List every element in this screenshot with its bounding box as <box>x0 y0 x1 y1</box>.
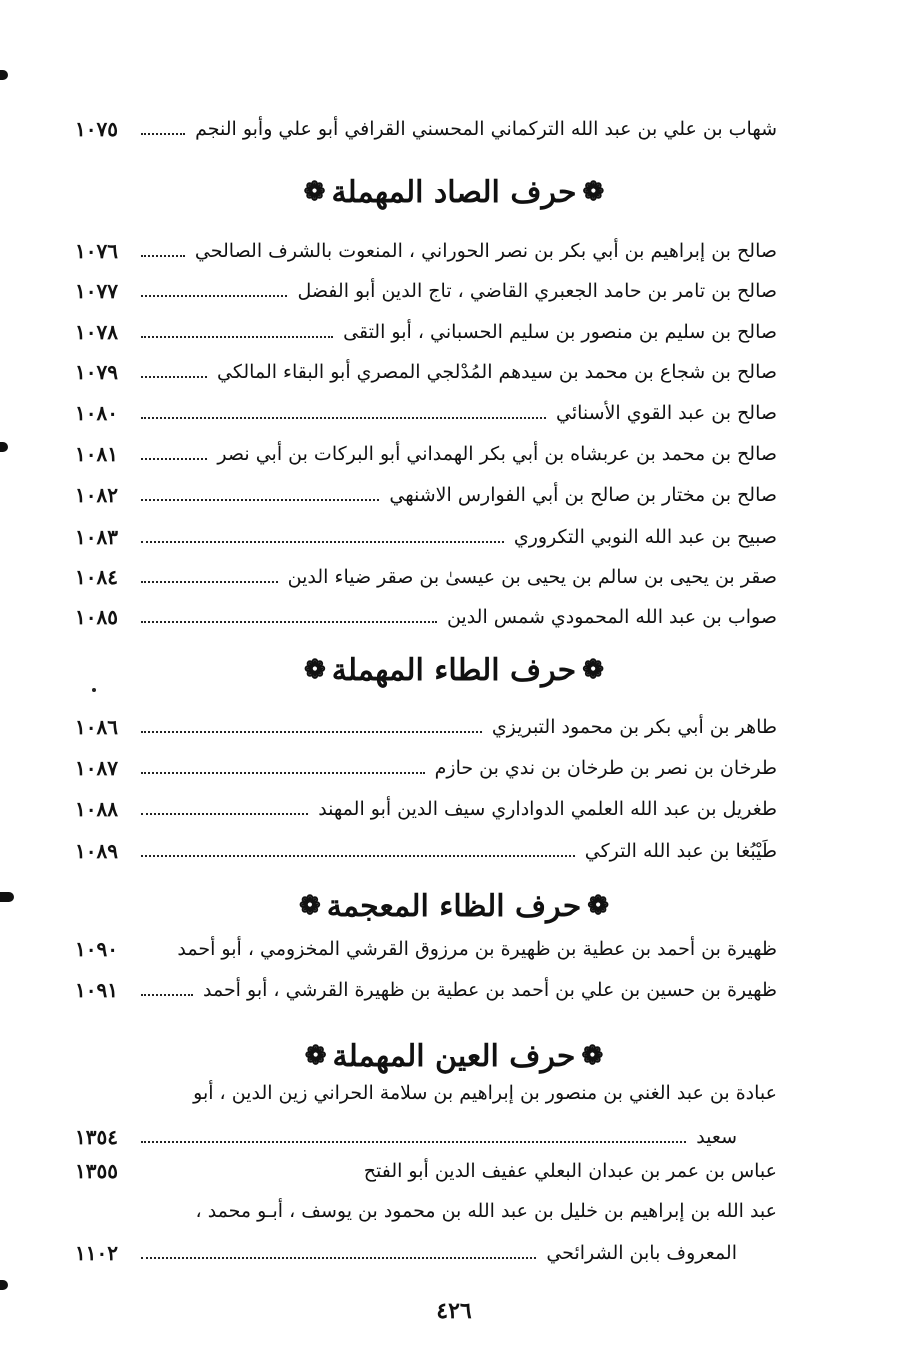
entry-number: ١٠٨٧ <box>75 756 118 780</box>
entry-number: ١٣٥٤ <box>75 1125 118 1149</box>
entry-name: صالح بن مختار بن صالح بن أبي الفوارس الاشنهي <box>389 484 777 506</box>
ornament-icon: ❁ <box>581 1041 604 1071</box>
entry-number: ١٠٧٥ <box>75 117 118 141</box>
ornament-icon: ❁ <box>304 1041 327 1071</box>
entry-number: ١٠٨٠ <box>75 401 118 425</box>
entry-name: صبيح بن عبد الله النوبي التكروري <box>513 526 777 548</box>
entry-name: طَيْبُغا بن عبد الله التركي <box>584 840 777 862</box>
entry-name: طاهر بن أبي بكر بن محمود التبريزي <box>491 716 777 738</box>
entry-number: ١١٠٢ <box>75 1241 118 1265</box>
index-entry <box>75 1118 777 1152</box>
index-entry <box>75 749 777 783</box>
entry-number: ١٠٨٤ <box>75 565 118 589</box>
entry-number: ١٠٧٩ <box>75 360 118 384</box>
entry-number: ١٠٧٧ <box>75 279 118 303</box>
entry-name: ظهيرة بن حسين بن علي بن أحمد بن عطية بن ظهيرة القرشي ، أبو أحمد <box>202 979 777 1001</box>
index-entry <box>75 598 777 632</box>
dot-leader <box>141 336 333 338</box>
index-entry <box>75 832 777 866</box>
ornament-icon: ❁ <box>298 891 321 921</box>
entry-number: ١٠٨٣ <box>75 525 118 549</box>
entry-name: ظهيرة بن أحمد بن عطية بن ظهيرة بن مرزوق القرشي المخزومي ، أبو أحمد <box>177 938 777 960</box>
ornament-icon: ❁ <box>303 655 326 685</box>
dot-leader <box>141 499 379 501</box>
entry-name: صالح بن إبراهيم بن أبي بكر بن نصر الحوراني ، المنعوت بالشرف الصالحي <box>194 240 777 262</box>
entry-number: ١٠٧٨ <box>75 320 118 344</box>
entry-name: صالح بن سليم بن منصور بن سليم الحسباني ، أبو التقى <box>343 321 777 343</box>
index-entry <box>75 1152 777 1186</box>
scan-edge-mark <box>0 1280 8 1290</box>
entry-name: شهاب بن علي بن عبد الله التركماني المحسني القرافي أبو علي وأبو النجم <box>195 118 777 140</box>
dot-leader <box>141 376 207 378</box>
entry-name: صالح بن شجاع بن محمد بن سيدهم المُدْلجي المصري أبو البقاء المالكي <box>217 361 777 383</box>
index-entry <box>75 1234 777 1268</box>
dot-leader <box>141 255 185 257</box>
dot-leader <box>141 855 575 857</box>
index-entry-line <box>75 1078 777 1112</box>
page-number: ٤٢٦ <box>436 1298 472 1324</box>
index-entry <box>75 110 777 144</box>
index-entry-line <box>75 1196 777 1230</box>
entry-number: ١٠٧٦ <box>75 239 118 263</box>
index-entry <box>75 476 777 510</box>
ornament-icon: ❁ <box>582 177 605 207</box>
entry-number: ١٠٨٥ <box>75 605 118 629</box>
dot-leader <box>141 417 546 419</box>
entry-name: صقر بن يحيى بن سالم بن يحيى بن عيسىٰ بن صقر ضياء الدين <box>287 566 777 588</box>
section-heading <box>0 172 908 213</box>
dot-leader <box>141 772 425 774</box>
dot-leader <box>141 541 504 543</box>
entry-number: ١٠٩٠ <box>75 937 118 961</box>
entry-number: ١٠٨٦ <box>75 715 118 739</box>
index-entry <box>75 971 777 1005</box>
index-entry <box>75 790 777 824</box>
entry-name: طغريل بن عبد الله العلمي الدواداري سيف الدين أبو المهند <box>318 798 777 820</box>
index-entry <box>75 394 777 428</box>
entry-name: صالح بن محمد بن عربشاه بن أبي بكر الهمداني أبو البركات بن أبي نصر <box>217 443 777 465</box>
entry-number: ١٠٨٢ <box>75 483 118 507</box>
dot-leader <box>141 133 185 135</box>
section-heading <box>0 650 908 691</box>
section-title: حرف الظاء المعجمة <box>326 889 582 924</box>
dot-leader <box>141 813 308 815</box>
dot-leader <box>141 621 437 623</box>
entry-number: ١٣٥٥ <box>75 1159 118 1183</box>
dot-leader <box>141 994 193 996</box>
dot-leader <box>141 458 207 460</box>
section-title: حرف العين المهملة <box>332 1039 576 1074</box>
index-entry <box>75 518 777 552</box>
entry-number: ١٠٩١ <box>75 978 118 1002</box>
entry-name: عبادة بن عبد الغني بن منصور بن إبراهيم بن سلامة الحراني زين الدين ، أبو <box>193 1082 777 1104</box>
index-entry <box>75 558 777 592</box>
entry-number: ١٠٨٩ <box>75 839 118 863</box>
index-entry <box>75 708 777 742</box>
entry-name: عبد الله بن إبراهيم بن خليل بن عبد الله بن محمود بن يوسف ، أبـو محمد ، <box>195 1200 777 1222</box>
section-heading <box>0 1036 908 1077</box>
index-entry <box>75 435 777 469</box>
dot-leader <box>141 1141 686 1143</box>
dot-leader <box>141 581 278 583</box>
ornament-icon: ❁ <box>582 655 605 685</box>
index-entry <box>75 930 777 964</box>
ornament-icon: ❁ <box>303 177 326 207</box>
entry-name-continued: سعيد <box>696 1126 737 1148</box>
index-entry <box>75 232 777 266</box>
index-entry <box>75 272 777 306</box>
entry-name: عباس بن عمر بن عبدان البعلي عفيف الدين أبو الفتح <box>363 1160 777 1182</box>
entry-name-continued: المعروف بابن الشرائحي <box>546 1242 737 1264</box>
entry-number: ١٠٨١ <box>75 442 118 466</box>
section-heading <box>0 886 908 927</box>
dot-leader <box>141 731 482 733</box>
entry-name: صواب بن عبد الله المحمودي شمس الدين <box>446 606 777 628</box>
dot-leader <box>141 295 287 297</box>
entry-name: طرخان بن نصر بن طرخان بن ندي بن حازم <box>434 757 777 779</box>
dot-leader <box>141 1257 536 1259</box>
scan-edge-mark <box>0 442 8 452</box>
entry-name: صالح بن عبد القوي الأسنائي <box>556 402 777 424</box>
section-title: حرف الطاء المهملة <box>331 653 577 688</box>
index-entry <box>75 353 777 387</box>
index-entry <box>75 313 777 347</box>
scan-edge-mark <box>0 70 8 80</box>
entry-name: صالح بن تامر بن حامد الجعبري القاضي ، تاج الدين أبو الفضل <box>297 280 777 302</box>
section-title: حرف الصاد المهملة <box>331 175 577 210</box>
entry-number: ١٠٨٨ <box>75 797 118 821</box>
ornament-icon: ❁ <box>587 891 610 921</box>
